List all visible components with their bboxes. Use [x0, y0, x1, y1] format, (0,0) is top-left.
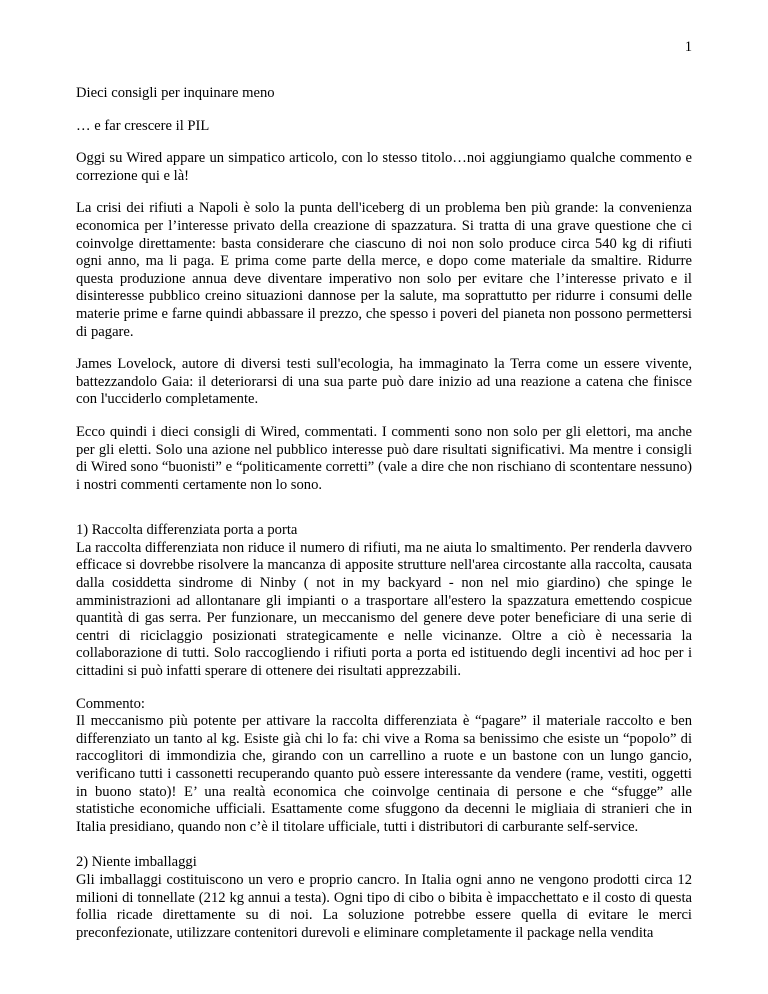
document-subtitle: … e far crescere il PIL: [76, 117, 210, 134]
paragraph-lovelock: James Lovelock, autore di diversi testi sull'ecologia, ha immaginato la Terra come un essere vivente, battezzandolo Gaia: il deteriorarsi di una sua parte può dare inizio ad una reazione a catena che finisce con l'ucciderlo completamente.: [76, 356, 692, 408]
paragraph-wired: Ecco quindi i dieci consigli di Wired, commentati. I commenti sono non solo per gli elettori, ma anche per gli eletti. Solo una azione nel pubblico interesse può dare risultati significativi. Ma mentre i consigli di Wired sono “buonisti” e “politicamente corretti” (vale a dire che non rischiano di scontentare nessuno) i nostri commenti certamente non lo sono.: [76, 423, 692, 493]
document-body: [76, 85, 692, 942]
intro-paragraph: Oggi su Wired appare un simpatico articolo, con lo stesso titolo…noi aggiungiamo qualche commento e correzione qui e là!: [76, 150, 692, 184]
section-body-imballaggi: Gli imballaggi costituiscono un vero e proprio cancro. In Italia ogni anno ne vengono prodotti circa 12 milioni di tonnellate (212 kg annui a testa). Ogni tipo di cibo o bibita è impacchettato e il costo di questa follia ricade direttamente su di noi. La soluzione potrebbe essere quella di evitare le merci preconfezionate, utilizzare contenitori durevoli e eliminare completamente il package nella vendita: [76, 871, 692, 941]
comment-label: Commento:: [76, 695, 145, 712]
comment-body: Il meccanismo più potente per attivare la raccolta differenziata è “pagare” il materiale raccolto e ben differenziato un tanto al kg. Esiste già chi lo fa: chi vive a Roma sa benissimo che esiste un “popolo” di raccoglitori di immondizia che, girando con un carrellino a ruote e un bastone con un lungo gancio, verificano tutti i cassonetti recuperando quanto può essere interessante da vendere (rame, vestiti, oggetti in buono stato)! E’ una realtà economica che coinvolge centinaia di persone e che “sfugge” alle statistiche economiche ufficiali. Esattamente come sfuggono da decenni le migliaia di stranieri che in Italia presidiano, quando non c’è il titolare ufficiale, tutti i distributori di carburante self-service.: [76, 713, 692, 835]
section-body-raccolta: La raccolta differenziata non riduce il numero di rifiuti, ma ne aiuta lo smaltimento. Per renderla davvero efficace si dovrebbe risolvere la mancanza di apposite strutture nell'area circostante alla raccolta, causata dalla cosiddetta sindrome di Ninby ( not in my backyard - non nel mio giardino) che spinge le amministrazioni ad allontanare gli impianti o a trasportare all'estero la spazzatura emettendo cospicue quantità di gas serra. Per funzionare, un meccanismo del genere deve poter beneficiare di una serie di centri di riciclaggio posizionati strategicamente e nelle vicinanze. Oltre a ciò è necessaria la collaborazione di tutti. Solo raccogliendo i rifiuti porta a porta ed istituendo degli incentivi ad hoc per i cittadini si può infatti sperare di ottenere dei risultati apprezzabili.: [76, 539, 692, 680]
document-title: Dieci consigli per inquinare meno: [76, 85, 275, 101]
paragraph-napoli: La crisi dei rifiuti a Napoli è solo la punta dell'iceberg di un problema ben più grande: la convenienza economica per l’interesse privato della creazione di spazzatura. Si tratta di una grave questione che ci coinvolge direttamente: basta considerare che ciascuno di noi non solo produce circa 540 kg di rifiuti ogni anno, ma li paga. E prima come parte della merce, e dopo come materiale da smaltire. Ridurre questa produzione annua deve diventare imperativo non solo per evitare che l’interesse privato e il disinteresse pubblico creino situazioni dannose per la salute, ma soprattutto per ridurre i consumi delle materie prime e farne quindi abbassare il prezzo, che spesso i poveri del pianeta non possono permettersi di pagare.: [76, 200, 692, 340]
section-heading-raccolta: 1) Raccolta differenziata porta a porta: [76, 522, 298, 539]
section-heading-imballaggi: 2) Niente imballaggi: [76, 854, 197, 871]
page-number: 1: [684, 39, 692, 55]
